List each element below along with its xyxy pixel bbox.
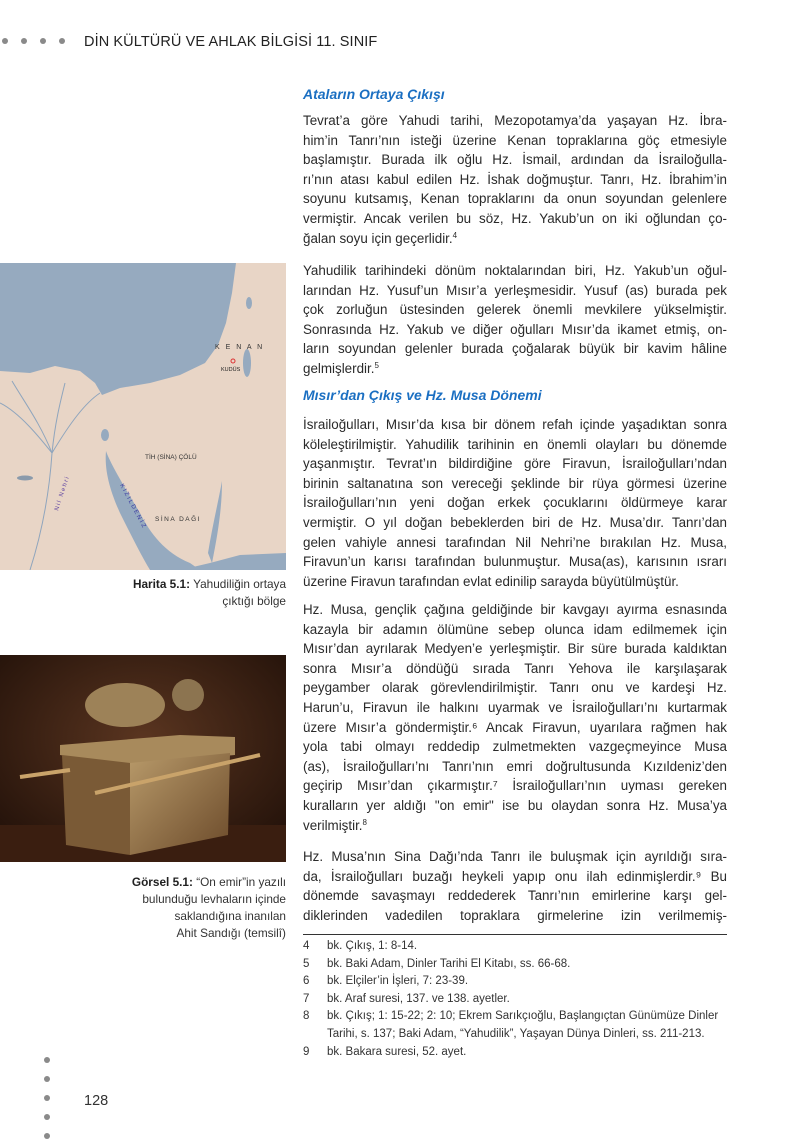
text-line: Sonrasında Hz. Yakub ve diğer oğulları Mısır’da ikamet etmiş, on-	[303, 321, 727, 337]
photo-caption-label: Görsel 5.1:	[131, 875, 193, 889]
dot	[44, 1114, 50, 1120]
text-line: gelmişlerdir.$^5$	[303, 360, 379, 376]
text-line: geçirip Mısır’dan çıkarmıştır.⁷ İsrailoğulları’nın uyması gereken	[303, 778, 727, 794]
ark-photo	[0, 655, 286, 862]
footnotes	[303, 938, 727, 1061]
text-line: (as), İsrailoğulları’nı Tanrı’nın emri doğrultusunda Kızıldeniz’den	[303, 758, 727, 774]
map-label-nil: Nil Nehri	[54, 475, 72, 512]
text-line: birinin saltanatına son vereceği şeklinde bir rüya görmesi üzerine	[303, 475, 727, 491]
text-line: diklerinden vadedilen topraklara girmelerine izin verilmemiş-	[303, 907, 727, 923]
map-caption-label: Harita 5.1:	[132, 577, 191, 591]
dot	[40, 38, 46, 44]
section-heading: Ataların Ortaya Çıkışı	[303, 86, 445, 102]
text-line: üzerine Firavun tarafından evlat edinilip sarayda büyütülmüştür.	[303, 573, 679, 589]
text-line: kazayla bir adamın ölümüne sebep olunca idam edilmemek için	[303, 621, 727, 637]
dot	[44, 1057, 50, 1063]
footnote-number: 8	[303, 1010, 310, 1023]
photo-caption-line: saklandığına inanılan	[174, 909, 286, 923]
ark-image	[0, 655, 286, 862]
text-line: köleleştirilmiştir. Yahudilik tarihinin en önemli olayları bu dönemde	[303, 436, 727, 452]
text-line: Hz. Musa’nın Sina Dağı’nda Tanrı ile buluşmak için ayrıldığı sıra-	[303, 849, 727, 864]
footnote-item	[303, 1044, 727, 1062]
text-line: kuralların yer aldığı "on emir" ise bu olaydan sonra Hz. Musa’ya	[303, 797, 727, 813]
text-line: gelen vahiyle annesi tarafından Nil Nehri’ne bırakılan Hz. Musa,	[303, 534, 727, 550]
footnote-item	[303, 956, 727, 974]
photo-caption	[132, 874, 286, 942]
footnote-text: bk. Baki Adam, Dinler Tarihi El Kitabı, ss. 66-68.	[327, 957, 571, 970]
text-line: soyunu kutsamış, Kenan topraklarını da onun soyundan gelenlere	[303, 191, 727, 207]
photo-caption-line: “On emir”in yazılı	[196, 875, 286, 889]
map-label-kizildeniz: KIZILDENİZ	[118, 483, 148, 531]
running-header: DİN KÜLTÜRÜ VE AHLAK BİLGİSİ 11. SINIF	[84, 34, 378, 50]
text-line: larından Hz. Yusuf’un Mısır’a yerleşmesidir. Yusuf (as) burada pek	[303, 282, 727, 298]
map-label-sina: SİNA DAĞI	[155, 516, 202, 523]
text-line: Yahudilik tarihindeki dönüm noktalarından biri, Hz. Yakub’un oğul-	[303, 263, 727, 278]
text-line: vermiştir. Ancak verilen bu söz, Hz. Yakub’un on iki oğlundan ço-	[303, 210, 727, 226]
footnote-number: 9	[303, 1045, 310, 1058]
map-image	[0, 263, 286, 570]
text-line: İsrailoğulları, Mısır’da kısa bir dönem refah içinde yaşadıktan sonra	[303, 417, 727, 432]
footnote-divider	[303, 934, 727, 935]
footnote-number: 4	[303, 940, 310, 952]
text-line: ların soyundan gelenler burada çoğalarak büyük bir kavim hâline	[303, 341, 727, 357]
text-line: Tevrat’a göre Yahudi tarihi, Mezopotamya’da yaşayan Hz. İbra-	[303, 113, 727, 128]
text-line: Firavun’un karısı tarafından bulunmuştur. Musa(as), karısının ısrarı	[303, 554, 727, 570]
text-line: başlamıştır. Burada ilk oğlu Hz. İsmail, ardından da İsrailoğulla-	[303, 152, 727, 168]
text-line: peygamber olarak görevlendirilmiştir. Tanrı onu ve kardeşi Hz.	[303, 680, 727, 696]
map-label-kenan: K E N A N	[215, 344, 265, 351]
text-line: çok zorluğun üstesinden gelerek önemli mevkilere yükselmiştir.	[303, 302, 727, 318]
dot	[2, 38, 8, 44]
paragraph	[303, 600, 727, 835]
footnote-text: bk. Çıkış, 1: 8-14.	[327, 940, 418, 952]
footnote-ref[interactable]: 5	[374, 360, 379, 370]
footnote-text: bk. Araf suresi, 137. ve 138. ayetler.	[327, 992, 510, 1005]
text-line: rı’nın atası kabul edilen Hz. İshak doğmuştur. Tanrı, Hz. İbrahim’in	[303, 171, 727, 187]
map-caption-line: çıktığı bölge	[222, 594, 286, 608]
text-line: da, İsrailoğulları buzağı heykeli yapıp onu ilah edinmişlerdir.⁹ Bu	[303, 868, 727, 884]
text-line: Hz. Musa, gençlik çağına geldiğinde bir kavgayı ayırma esnasında	[303, 602, 727, 617]
header-dots	[2, 38, 65, 44]
dot	[44, 1133, 50, 1139]
footnote-ref[interactable]: 4	[452, 230, 458, 240]
dot	[44, 1095, 50, 1101]
map-label-tih: TİH (SİNA) ÇÖLÜ	[145, 454, 197, 461]
footnote-text: bk. Elçiler’in İşleri, 7: 23-39.	[327, 975, 469, 988]
photo-caption-line: Ahit Sandığı (temsilî)	[176, 926, 286, 940]
text-line: vermiştir. O yıl doğan bebeklerden biri de Hz. Musa’dır. Tanrı’dan	[303, 514, 727, 530]
text-line: sonra Mısır’a döndüğü sırada Tanrı Yehova ile karşılaşarak	[303, 660, 727, 676]
text-line: Mısır’dan ayrılarak Medyen’e yerleşmiştir. Bir süre burada kaldıktan	[303, 641, 727, 657]
page-number: 128	[84, 1093, 109, 1109]
footer-dots	[44, 1057, 50, 1139]
footnote-ref[interactable]: 8	[362, 817, 367, 827]
footnote-number: 7	[303, 992, 310, 1005]
footnote-item	[303, 973, 727, 991]
text-line: yola tabi olmayı reddedip zulmetmekten vazgeçmeyince Musa	[303, 739, 727, 755]
paragraph	[303, 847, 727, 925]
photo-caption-line: bulunduğu levhaların içinde	[142, 892, 286, 906]
dot	[59, 38, 65, 44]
map-caption-line: Yahudiliğin ortaya	[193, 577, 286, 591]
footnote-number: 5	[303, 957, 310, 970]
text-line: yaşanmıştır. Tevrat’ın bildirdiğine göre Firavun, İsrailoğulları’ndan	[303, 456, 727, 472]
text-line: İsrailoğulları’nın yeni doğan erkek çocuklarını öldürmeye karar	[303, 495, 727, 511]
section-heading: Mısır’dan Çıkış ve Hz. Musa Dönemi	[303, 387, 542, 403]
text-line: Harun’u, Firavun ile halkını uyarmak ve İsrailoğulları’nı kurtarmak	[303, 699, 727, 715]
map-figure	[0, 263, 286, 570]
paragraph	[303, 261, 727, 379]
text-line: dönemde savaşmayı reddederek Tanrı’nın emirlerine karşı gel-	[303, 888, 727, 904]
dot	[44, 1076, 50, 1082]
footnote-number: 6	[303, 975, 310, 988]
footnote-text: bk. Çıkış; 1: 15-22; 2: 10; Ekrem Sarıkçıoğlu, Başlangıçtan Günümüze Dinler Tarihi, s. 137; Baki Adam, “Yahudilik”, Yaşayan Dünya Dinleri, ss. 211-213.	[327, 1010, 719, 1040]
text-line: him’in Tanrı’nın isteği üzerine Kenan topraklarına göç etmesiyle	[303, 132, 727, 148]
dot	[21, 38, 27, 44]
footnote-item	[303, 991, 727, 1009]
paragraph	[303, 415, 727, 591]
map-label-kudus: KUDÜS	[221, 367, 241, 373]
text-line: üzere Mısır’a göndermiştir.⁶ Ancak Firavun, uyarılara rağmen hak	[303, 719, 727, 735]
map-caption	[133, 576, 286, 610]
footnote-item	[303, 1008, 727, 1043]
footnote-item	[303, 938, 727, 956]
text-line: verilmiştir.$^8$	[303, 817, 367, 833]
text-line: ğalan soyu için geçerlidir.$^4$	[303, 230, 458, 246]
paragraph	[303, 111, 727, 248]
footnote-text: bk. Bakara suresi, 52. ayet.	[327, 1045, 467, 1058]
